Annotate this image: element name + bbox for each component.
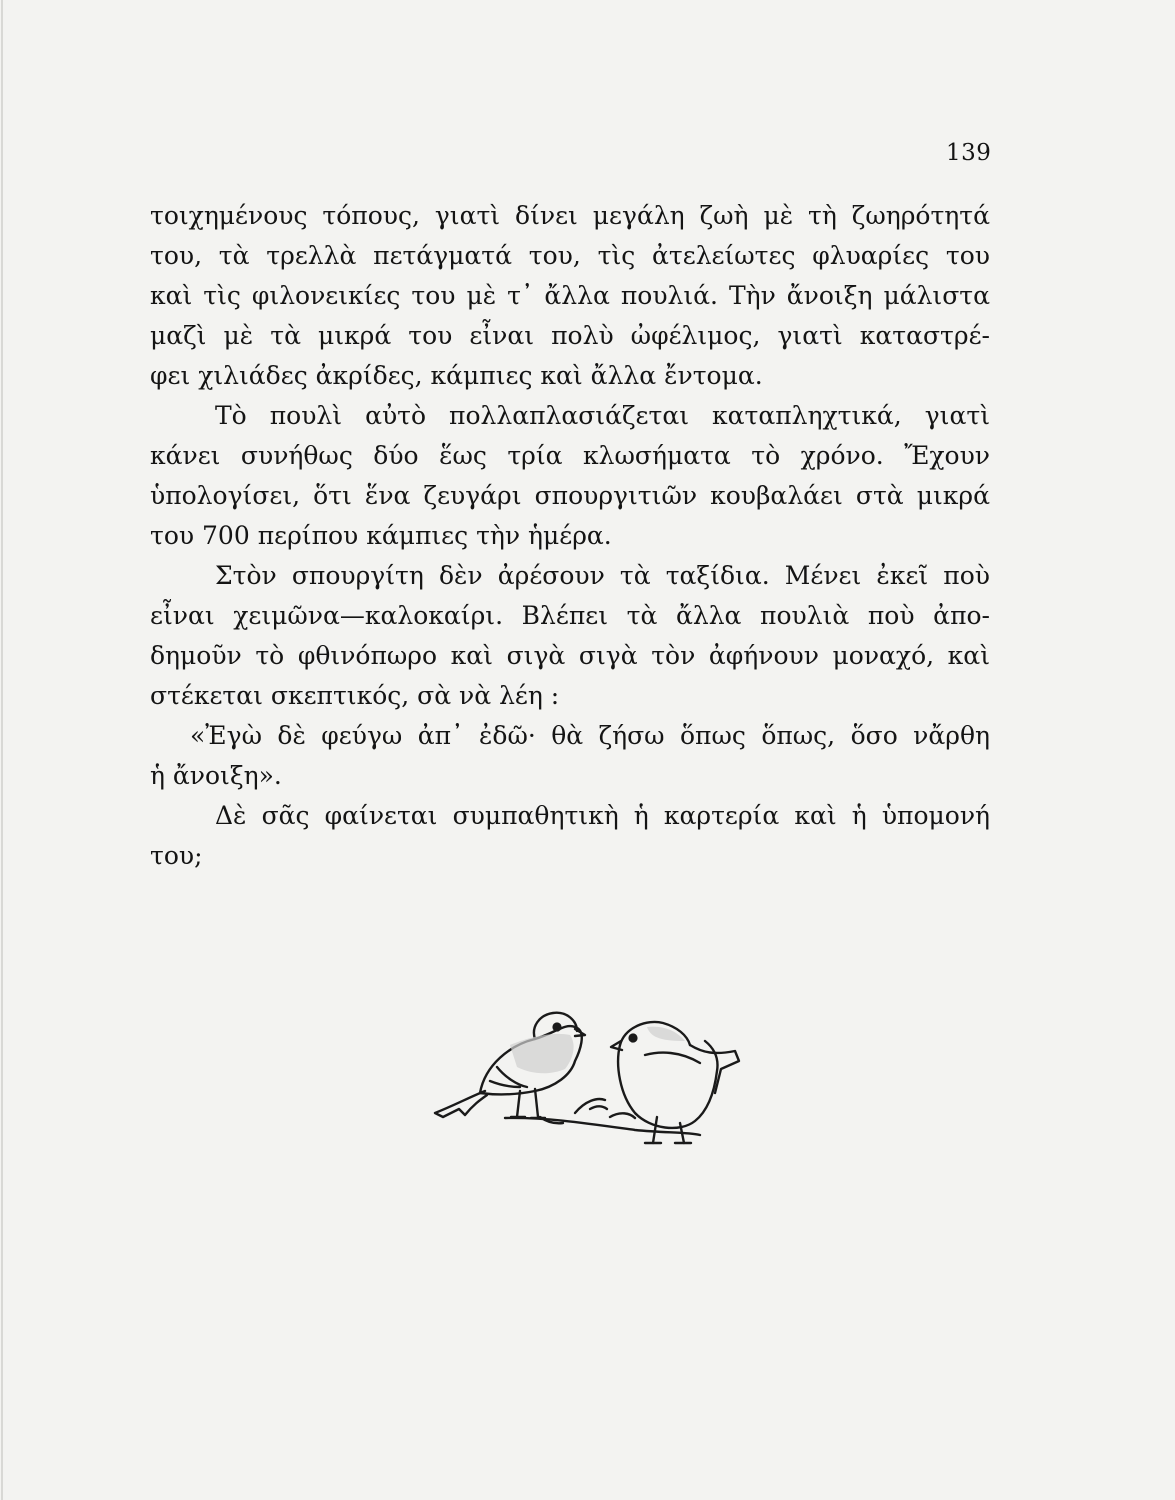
text-line: του;: [150, 841, 203, 870]
text-line: «Ἐγὼ δὲ φεύγω ἀπ᾿ ἐδῶ· θὰ ζήσω ὅπως ὅπως, ὅσο νἄρθη: [190, 721, 990, 750]
text-line: εἶναι χειμῶνα—καλοκαίρι. Βλέπει τὰ ἄλλα πουλιὰ ποὺ ἀπο-: [150, 601, 990, 630]
text-line: στέκεται σκεπτικός, σὰ νὰ λέη :: [150, 681, 560, 710]
text-line: κάνει συνήθως δύο ἕως τρία κλωσήματα τὸ χρόνο. Ἔχουν: [150, 441, 990, 470]
edge-mark: [1, 0, 3, 1500]
text-line: ἡ ἄνοιξη».: [150, 761, 282, 790]
text-line: καὶ τὶς φιλονεικίες του μὲ τ᾿ ἄλλα πουλιά. Τὴν ἄνοιξη μάλιστα: [150, 281, 990, 310]
page-number: 139: [946, 140, 992, 166]
text-line: Στὸν σπουργίτη δὲν ἀρέσουν τὰ ταξίδια. Μένει ἐκεῖ ποὺ: [215, 561, 990, 590]
text-line: Δὲ σᾶς φαίνεται συμπαθητικὴ ἡ καρτερία καὶ ἡ ὑπομονή: [215, 801, 990, 830]
text-line: Τὸ πουλὶ αὐτὸ πολλαπλασιάζεται καταπληχτικά, γιατὶ: [215, 401, 990, 430]
text-line: τοιχημένους τόπους, γιατὶ δίνει μεγάλη ζωὴ μὲ τὴ ζωηρότητά: [150, 201, 990, 230]
text-line: μαζὶ μὲ τὰ μικρά του εἶναι πολὺ ὠφέλιμος, γιατὶ καταστρέ-: [150, 321, 990, 350]
text-line: φει χιλιάδες ἀκρίδες, κάμπιες καὶ ἄλλα ἔντομα.: [150, 361, 763, 390]
body-text: [150, 196, 990, 876]
text-line: του, τὰ τρελλὰ πετάγματά του, τὶς ἀτελείωτες φλυαρίες του: [150, 241, 990, 270]
text-line: δημοῦν τὸ φθινόπωρο καὶ σιγὰ σιγὰ τὸν ἀφήνουν μοναχό, καὶ: [150, 641, 990, 670]
text-line: ὑπολογίσει, ὅτι ἕνα ζευγάρι σπουργιτιῶν κουβαλάει στὰ μικρά: [150, 481, 990, 510]
two-sparrows-on-branch-icon: [425, 1005, 755, 1155]
text-line: του 700 περίπου κάμπιες τὴν ἡμέρα.: [150, 521, 612, 550]
